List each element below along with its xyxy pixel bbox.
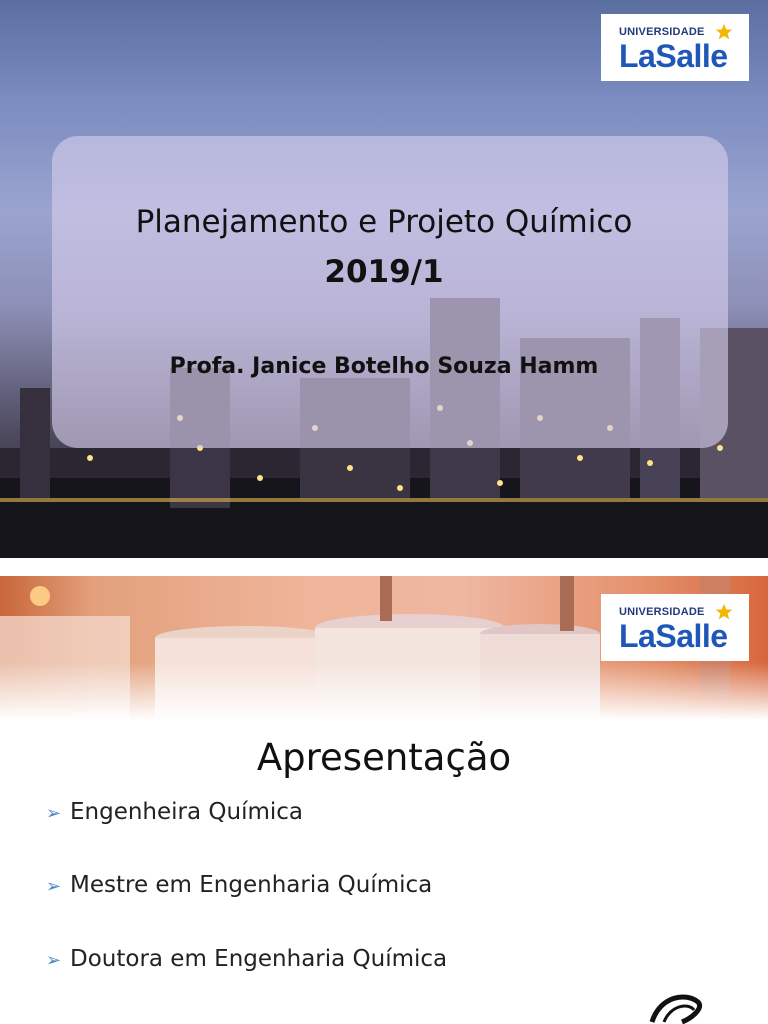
star-icon xyxy=(715,23,733,41)
arrow-bullet-icon: ➢ xyxy=(46,950,62,971)
list-item-text: Engenheira Química xyxy=(70,799,304,825)
title-panel xyxy=(52,136,728,448)
arrow-bullet-icon: ➢ xyxy=(46,876,62,897)
logo-university-text: UNIVERSIDADE xyxy=(619,606,705,618)
presentation-semester: 2019/1 xyxy=(324,254,444,290)
logo-name-text: LaSalle xyxy=(619,618,728,654)
arrow-bullet-icon: ➢ xyxy=(46,803,62,824)
presentation-title: Planejamento e Projeto Químico xyxy=(135,204,633,240)
slide-heading: Apresentação xyxy=(256,736,512,779)
list-item-text: Mestre em Engenharia Química xyxy=(70,872,433,898)
presenter-name: Profa. Janice Botelho Souza Hamm xyxy=(169,354,599,379)
decorative-graphic xyxy=(646,992,706,1024)
lasalle-logo xyxy=(601,14,749,81)
lasalle-logo-slide2 xyxy=(601,594,749,661)
star-icon xyxy=(715,603,733,621)
list-item xyxy=(46,872,432,898)
logo-university-text: UNIVERSIDADE xyxy=(619,26,705,38)
banner-fade xyxy=(0,662,768,720)
list-item xyxy=(46,799,303,825)
logo-name-text: LaSalle xyxy=(619,38,728,74)
list-item xyxy=(46,946,447,972)
list-item-text: Doutora em Engenharia Química xyxy=(70,946,448,972)
